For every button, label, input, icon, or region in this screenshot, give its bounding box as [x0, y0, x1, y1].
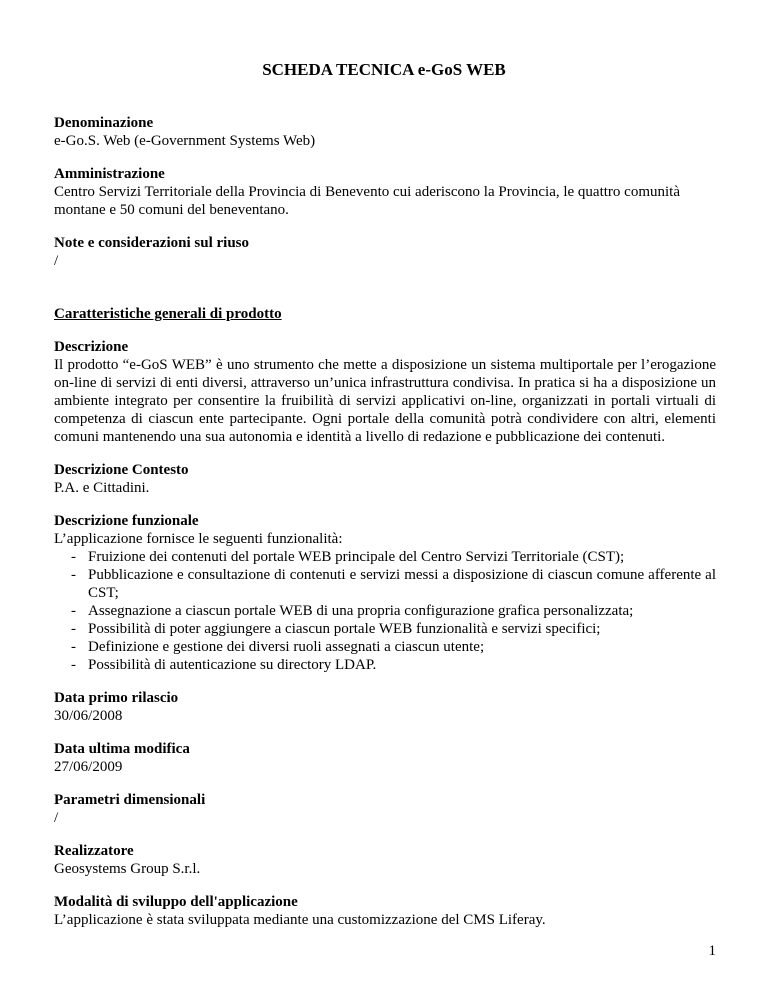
section-caratteristiche — [54, 305, 716, 323]
section-text: / — [54, 253, 59, 269]
section-text: Geosystems Group S.r.l. — [54, 861, 201, 877]
section-heading: Data primo rilascio — [54, 690, 179, 706]
list-item: - Assegnazione a ciascun portale WEB di una propria configurazione grafica personalizzata; — [71, 602, 716, 620]
section-heading: Descrizione — [54, 339, 129, 355]
section-text: / — [54, 810, 59, 826]
section-ultima-modifica — [54, 740, 716, 776]
section-text: e-Go.S. Web (e-Government Systems Web) — [54, 133, 316, 149]
section-denominazione — [54, 114, 716, 150]
section-primo-rilascio — [54, 689, 716, 725]
list-item: - Possibilità di autenticazione su directory LDAP. — [71, 656, 716, 674]
list-item: - Possibilità di poter aggiungere a ciascun portale WEB funzionalità e servizi specifici; — [71, 620, 716, 638]
document-body — [54, 114, 716, 944]
section-text: P.A. e Cittadini. — [54, 480, 150, 496]
section-heading-underlined: Caratteristiche generali di prodotto — [54, 306, 282, 322]
section-text: 27/06/2009 — [54, 759, 123, 775]
section-heading: Amministrazione — [54, 166, 165, 182]
feature-list — [54, 548, 716, 674]
list-item: - Pubblicazione e consultazione di contenuti e servizi messi a disposizione di ciascun comune afferente al CST; — [71, 566, 716, 602]
section-heading: Modalità di sviluppo dell'applicazione — [54, 894, 298, 910]
section-heading: Descrizione Contesto — [54, 462, 189, 478]
section-descrizione — [54, 338, 716, 446]
list-item: - Fruizione dei contenuti del portale WEB principale del Centro Servizi Territoriale (CST); — [71, 548, 716, 566]
section-amministrazione — [54, 165, 716, 219]
section-funzionale — [54, 512, 716, 674]
section-text: Il prodotto “e-GoS WEB” è uno strumento che mette a disposizione un sistema multiportale per l’erogazione on-line di servizi di enti diversi, attraverso un’unica infrastruttura condivisa. In pratica si ha a disposizione un ambiente integrato per consentire la fruibilità di servizi applicativi on-line, organizzati in portali virtuali di competenza di ciascun ente partecipante. Ogni portale della comunità potrà condividere con altri, elementi comuni mantenendo una sua autonomia e identità a livello di redazione e pubblicazione dei contenuti. — [54, 357, 716, 445]
section-realizzatore — [54, 842, 716, 878]
section-modalita — [54, 893, 716, 929]
section-contesto — [54, 461, 716, 497]
section-parametri — [54, 791, 716, 827]
section-note-riuso — [54, 234, 716, 270]
section-heading: Note e considerazioni sul riuso — [54, 235, 249, 251]
section-text: L’applicazione è stata sviluppata mediante una customizzazione del CMS Liferay. — [54, 912, 546, 928]
section-heading: Data ultima modifica — [54, 741, 190, 757]
section-heading: Parametri dimensionali — [54, 792, 206, 808]
section-intro: L’applicazione fornisce le seguenti funzionalità: — [54, 531, 343, 547]
page-number: 1 — [708, 943, 716, 959]
section-heading: Realizzatore — [54, 843, 134, 859]
section-text: 30/06/2008 — [54, 708, 123, 724]
section-heading: Descrizione funzionale — [54, 513, 199, 529]
section-text: Centro Servizi Territoriale della Provincia di Benevento cui aderiscono la Provincia, le quattro comunità montane e 50 comuni del beneventano. — [54, 184, 680, 218]
page-title: SCHEDA TECNICA e-GoS WEB — [262, 60, 506, 79]
list-item: - Definizione e gestione dei diversi ruoli assegnati a ciascun utente; — [71, 638, 716, 656]
section-heading: Denominazione — [54, 115, 154, 131]
